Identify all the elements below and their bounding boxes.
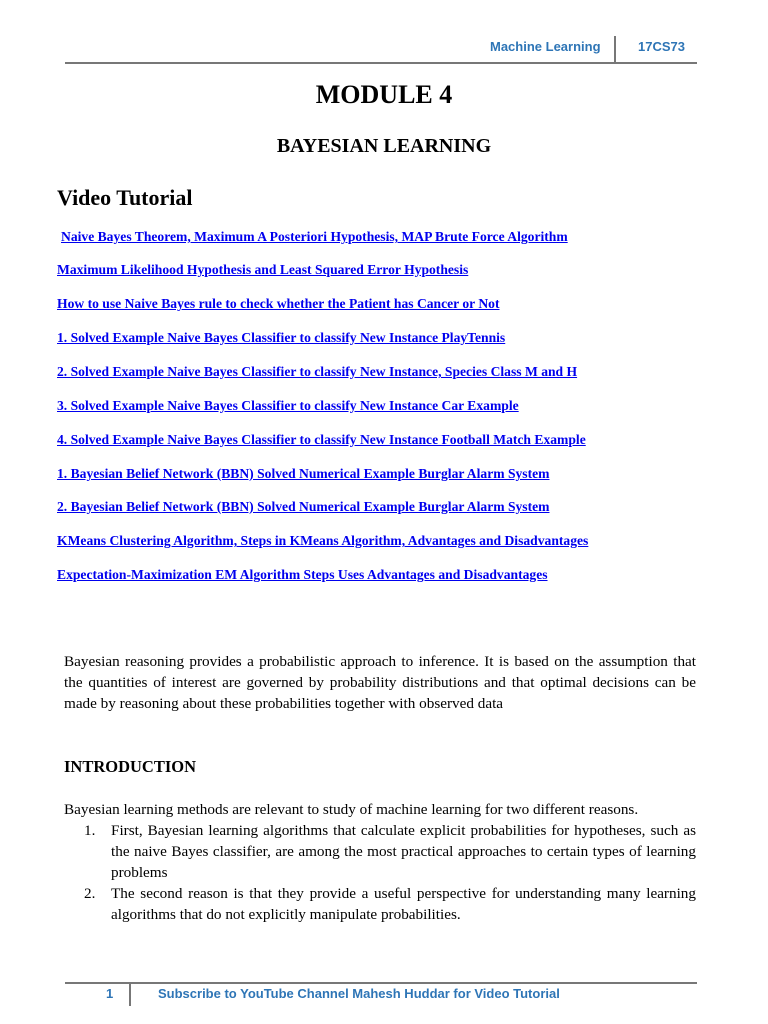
page-number: 1 [106,986,114,1001]
footer-subscribe-text: Subscribe to YouTube Channel Mahesh Huddar for Video Tutorial [158,986,560,1001]
module-subtitle: BAYESIAN LEARNING [276,135,492,157]
list-item-text: The second reason is that they provide a useful perspective for understanding many learning algorithms that do not explicitly manipulate probabilities. [111,885,696,923]
header-course-name: Machine Learning [490,39,601,54]
introduction-list [84,820,696,925]
tutorial-link[interactable]: KMeans Clustering Algorithm, Steps in KMeans Algorithm, Advantages and Disadvantages [57,533,589,548]
tutorial-link[interactable]: Naive Bayes Theorem, Maximum A Posteriori Hypothesis, MAP Brute Force Algorithm [61,229,568,244]
list-item [84,883,696,925]
introduction-heading: INTRODUCTION [64,757,197,776]
header-rule [65,62,697,64]
list-item [84,820,696,883]
tutorial-link[interactable]: 4. Solved Example Naive Bayes Classifier to classify New Instance Football Match Example [57,432,586,447]
tutorial-link[interactable]: How to use Naive Bayes rule to check whether the Patient has Cancer or Not [57,296,500,311]
list-item-number: 1. [84,822,96,839]
tutorial-link[interactable]: 1. Solved Example Naive Bayes Classifier to classify New Instance PlayTennis [57,330,506,345]
video-tutorial-heading: Video Tutorial [57,185,193,210]
tutorial-link[interactable]: Expectation-Maximization EM Algorithm Steps Uses Advantages and Disadvantages [57,567,548,582]
introduction-lead: Bayesian learning methods are relevant to study of machine learning for two different reasons. [64,801,639,818]
footer-divider [129,982,131,1006]
header-course-code: 17CS73 [638,39,685,54]
intro-paragraph: Bayesian reasoning provides a probabilistic approach to inference. It is based on the assumption that the quantities of interest are governed by probability distributions and that optimal decisions can be made by reasoning about these probabilities together with observed data [64,653,696,712]
tutorial-link[interactable]: 1. Bayesian Belief Network (BBN) Solved Numerical Example Burglar Alarm System [57,466,550,481]
footer-rule [65,982,697,984]
module-title: MODULE 4 [315,80,453,109]
tutorial-link[interactable]: Maximum Likelihood Hypothesis and Least Squared Error Hypothesis [57,262,469,277]
list-item-number: 2. [84,885,96,902]
tutorial-link[interactable]: 2. Bayesian Belief Network (BBN) Solved Numerical Example Burglar Alarm System [57,499,550,514]
list-item-text: First, Bayesian learning algorithms that calculate explicit probabilities for hypotheses, such as the naive Bayes classifier, are among the most practical approaches to certain types of learning problems [111,822,696,881]
tutorial-link[interactable]: 3. Solved Example Naive Bayes Classifier to classify New Instance Car Example [57,398,519,413]
header-divider [614,36,616,63]
tutorial-link[interactable]: 2. Solved Example Naive Bayes Classifier to classify New Instance, Species Class M and H [57,364,578,379]
